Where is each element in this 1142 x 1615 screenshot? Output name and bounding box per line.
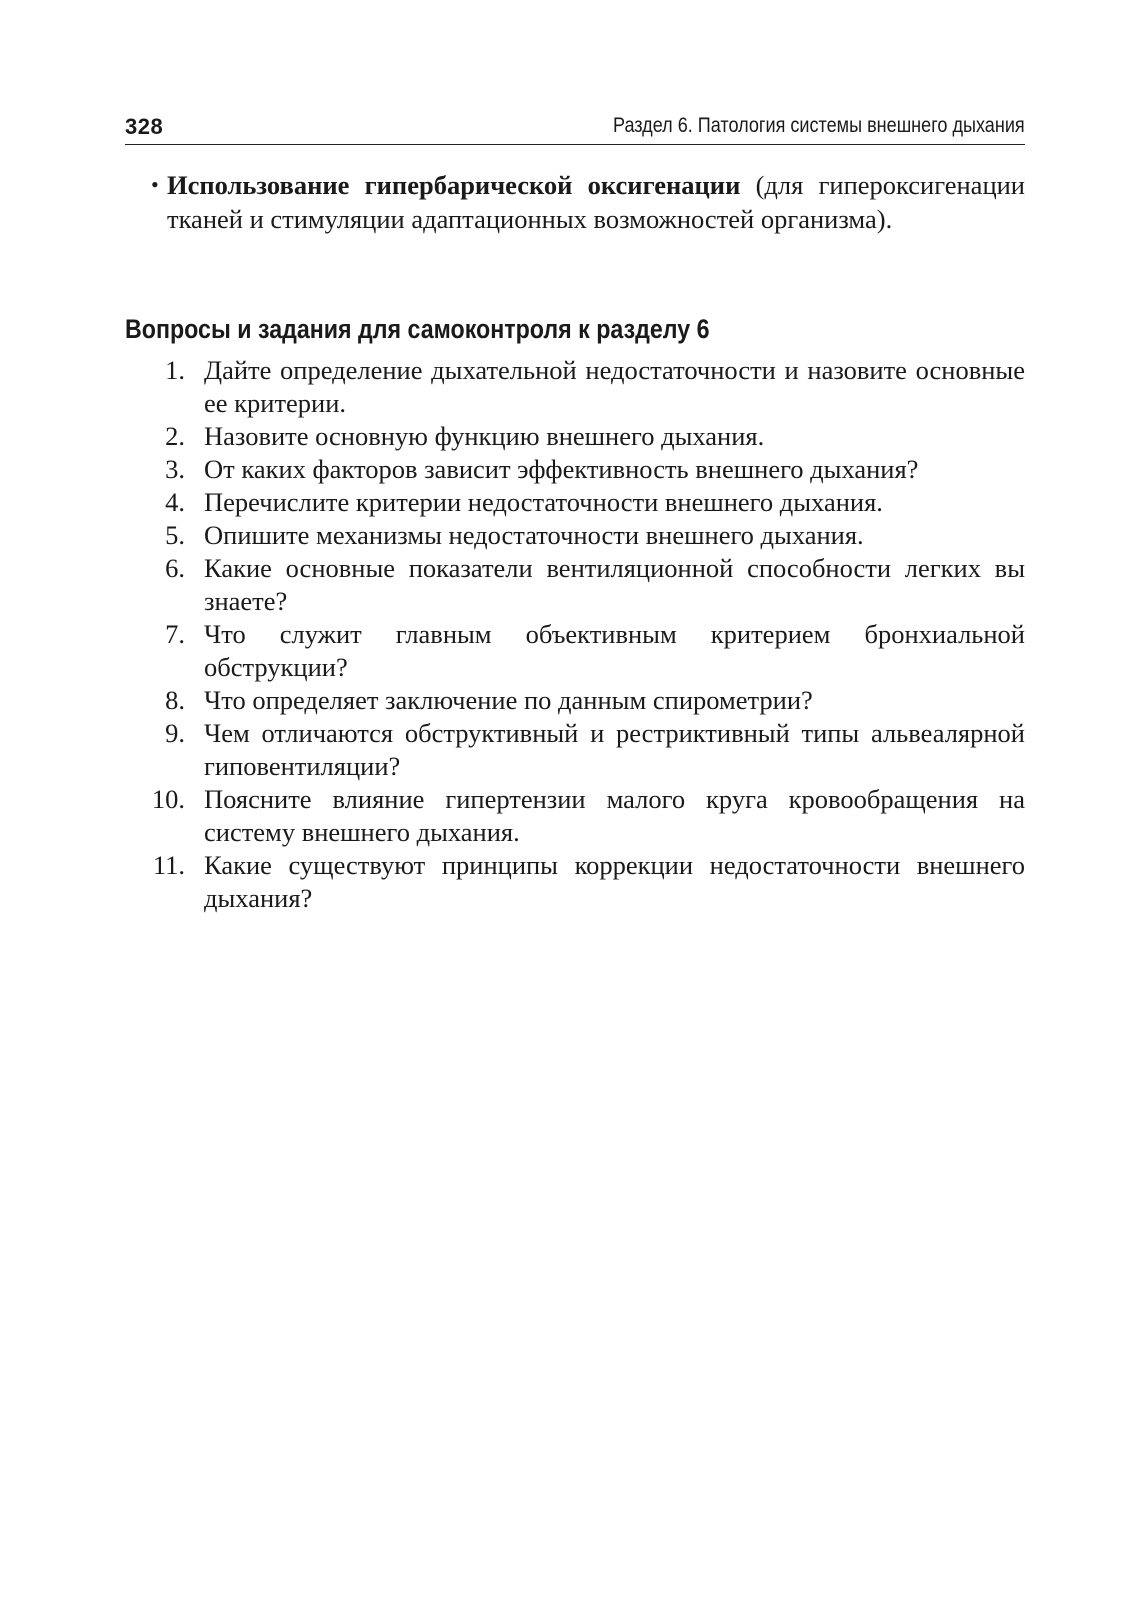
page-number: 328 — [125, 114, 164, 139]
list-item — [125, 552, 1025, 618]
question-text: Что служит главным объективным критерием бронхиальной обструкции? — [204, 619, 1025, 682]
question-number: 6. — [165, 553, 185, 583]
question-number: 2. — [165, 421, 185, 451]
question-text: Какие основные показатели вентиляционной способности легких вы знаете? — [204, 553, 1025, 616]
question-text: От каких факторов зависит эффективность внешнего дыхания? — [204, 454, 919, 484]
bullet-icon: • — [151, 172, 159, 197]
question-text: Поясните влияние гипертензии малого круга кровообращения на систему внешнего дыхания. — [204, 784, 1025, 847]
question-number: 1. — [165, 355, 185, 385]
bullet-bold-text: Использование гипербарической оксигенации — [167, 170, 741, 200]
bullet-text: (для гипероксигенации тканей и стимуляции адаптационных возможностей организма). — [167, 170, 1025, 234]
list-item — [125, 354, 1025, 420]
question-text: Назовите основную функцию внешнего дыхания. — [204, 421, 765, 451]
question-text: Опишите механизмы недостаточности внешнего дыхания. — [204, 520, 864, 550]
list-item — [125, 717, 1025, 783]
question-number: 5. — [165, 520, 185, 550]
question-number: 10. — [151, 784, 185, 814]
bullet-paragraph — [151, 168, 1025, 236]
list-item — [125, 519, 1025, 552]
question-number: 3. — [165, 454, 185, 484]
question-text: Перечислите критерии недостаточности внешнего дыхания. — [204, 487, 883, 517]
question-number: 4. — [165, 487, 185, 517]
list-item — [125, 684, 1025, 717]
list-item — [125, 618, 1025, 684]
running-head-title: Раздел 6. Патология системы внешнего дыхания — [613, 114, 1025, 137]
list-item — [125, 783, 1025, 849]
question-text: Чем отличаются обструктивный и рестриктивный типы альвеалярной гиповентиляции? — [204, 718, 1025, 781]
question-text: Дайте определение дыхательной недостаточности и назовите основные ее критерии. — [204, 355, 1025, 418]
question-number: 8. — [165, 685, 185, 715]
list-item — [125, 453, 1025, 486]
question-number: 11. — [152, 850, 185, 880]
section-title: Вопросы и задания для самоконтроля к разделу 6 — [125, 314, 710, 344]
running-header — [125, 108, 1025, 145]
questions-list — [125, 354, 1025, 915]
question-number: 7. — [165, 619, 185, 649]
list-item — [125, 486, 1025, 519]
question-text: Какие существуют принципы коррекции недостаточности внешнего дыхания? — [204, 850, 1025, 913]
list-item — [125, 849, 1025, 915]
question-text: Что определяет заключение по данным спирометрии? — [204, 685, 813, 715]
list-item — [125, 420, 1025, 453]
question-number: 9. — [165, 718, 185, 748]
